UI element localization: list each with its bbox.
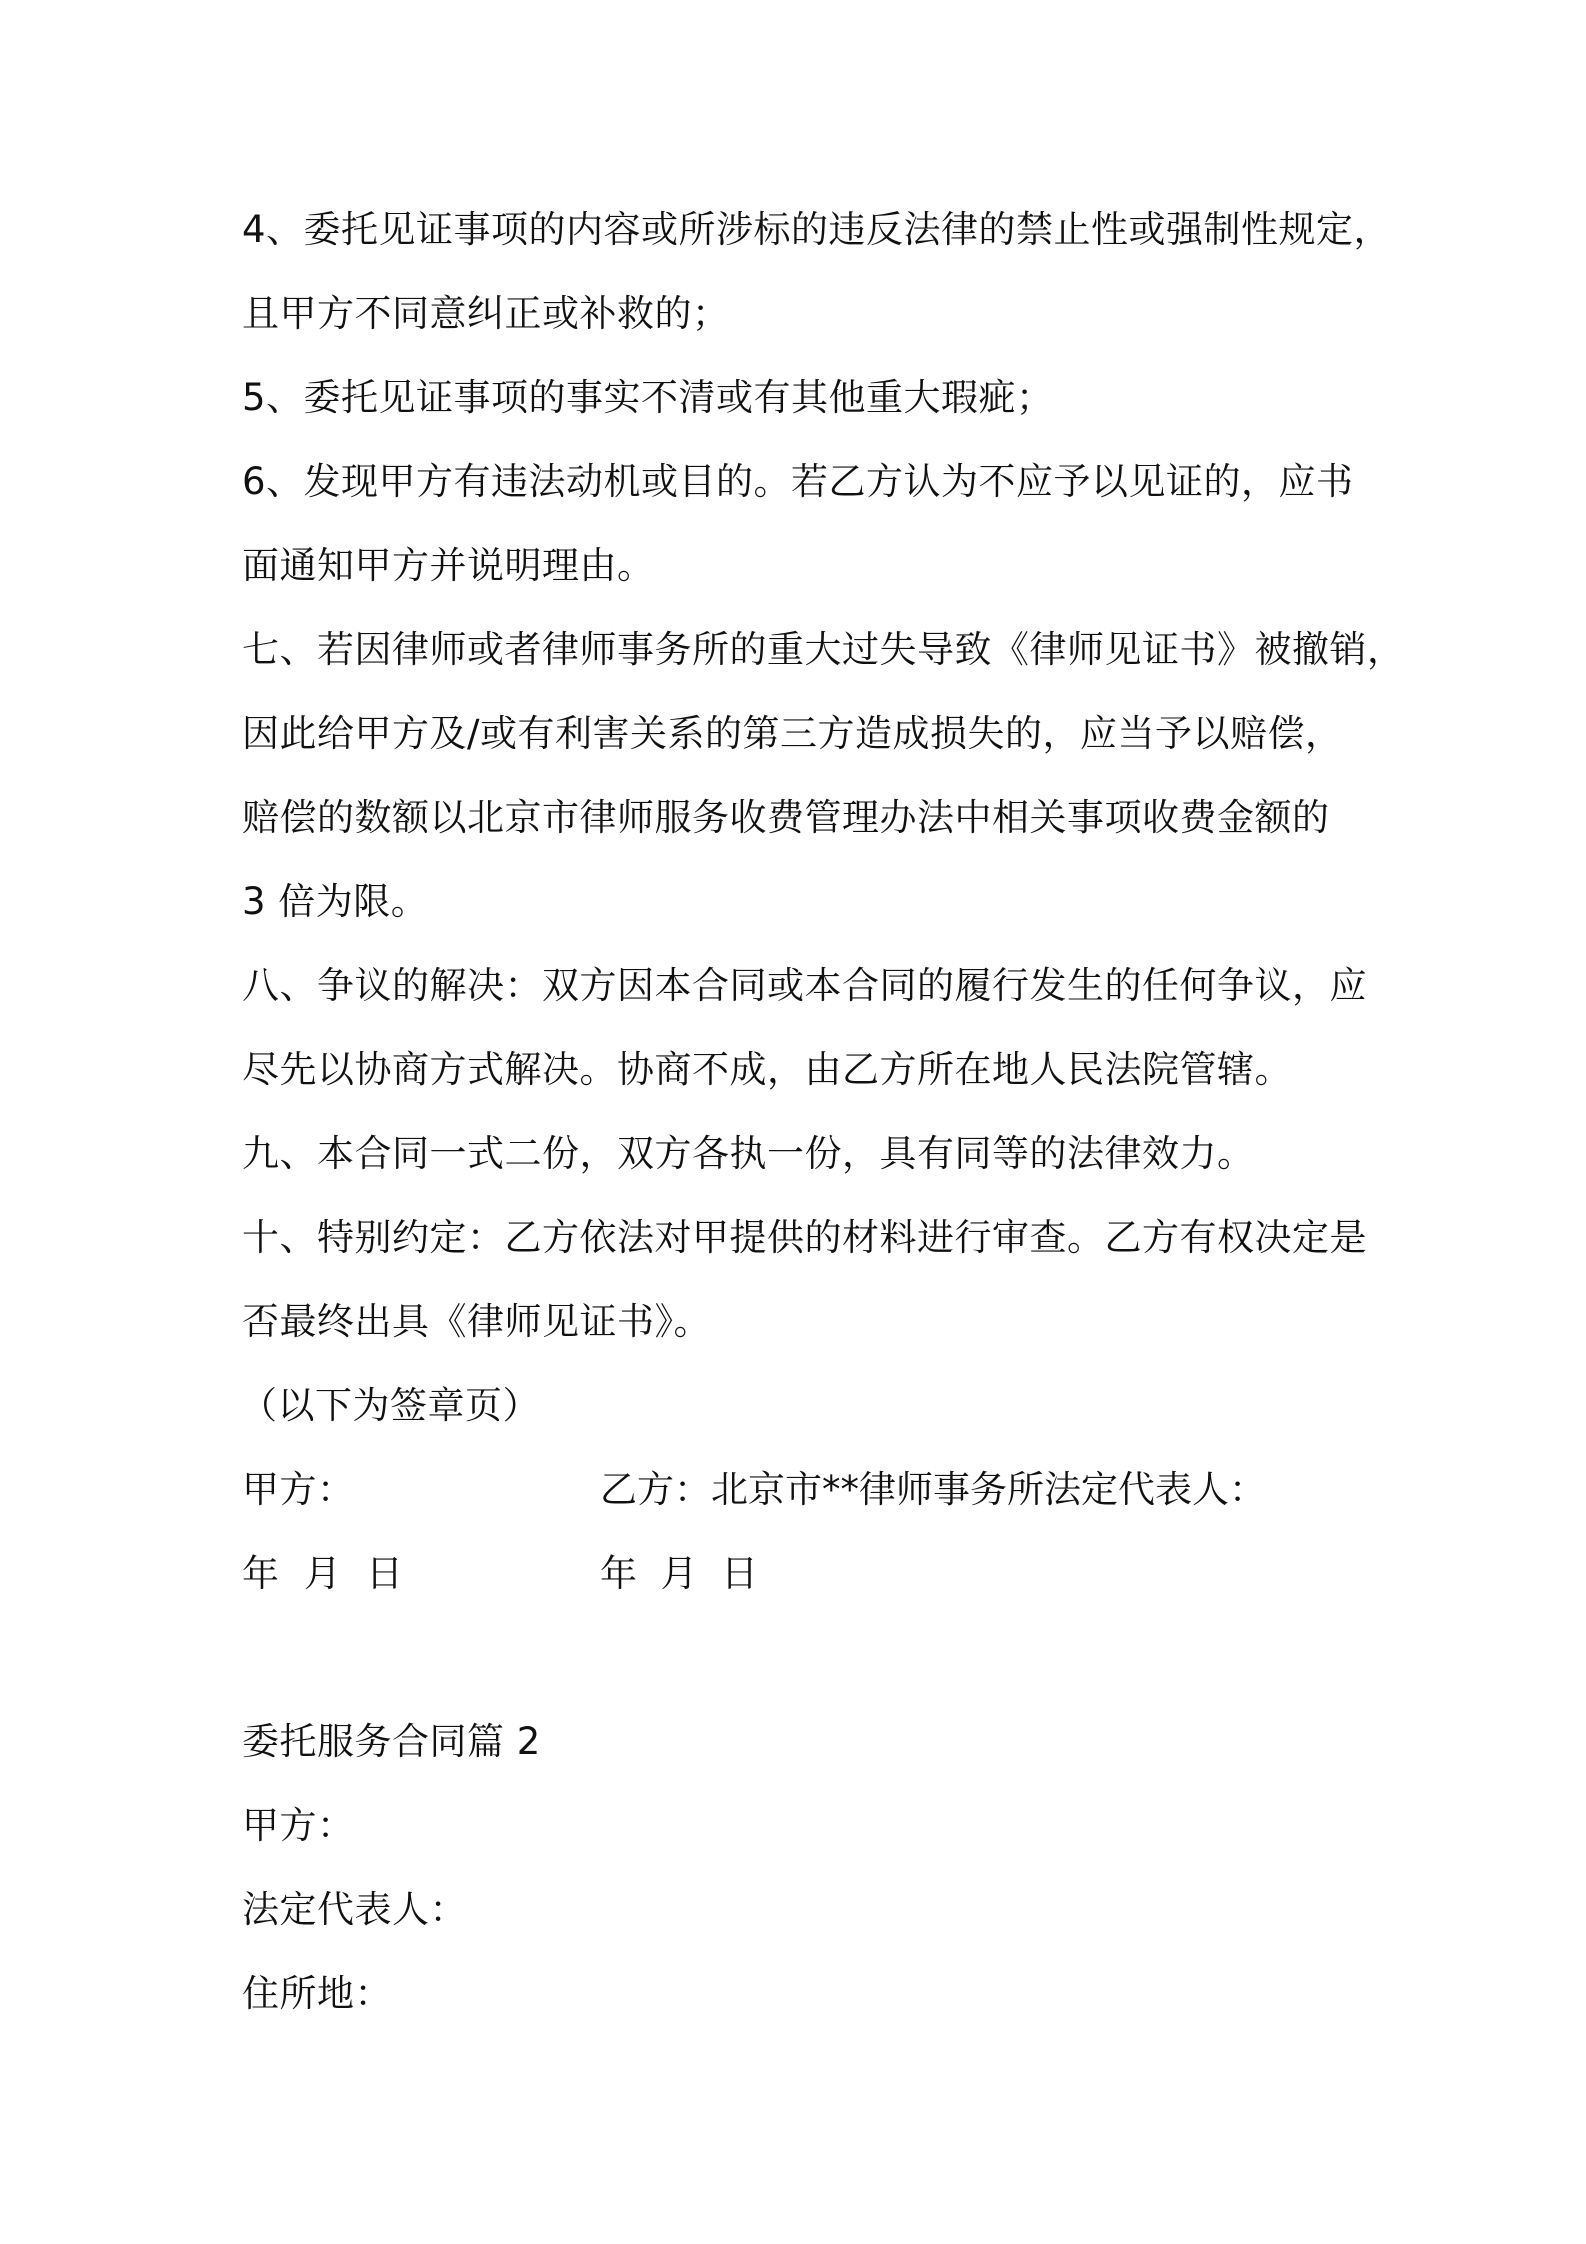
clause-line: 否最终出具《律师见证书》。 bbox=[242, 1300, 711, 1343]
signature-page-note: （以下为签章页） bbox=[240, 1384, 540, 1427]
section-address: 住所地： bbox=[242, 1972, 392, 2015]
clause-line: 赔偿的数额以北京市律师服务收费管理办法中相关事项收费金额的 bbox=[242, 796, 1330, 839]
clause-line: 因此给甲方及/或有利害关系的第三方造成损失的，应当予以赔偿， bbox=[242, 712, 1343, 755]
clause-line: 4、委托见证事项的内容或所涉标的违反法律的禁止性或强制性规定， bbox=[242, 208, 1392, 251]
clause-line: 面通知甲方并说明理由。 bbox=[242, 544, 655, 587]
clause-line: 6、发现甲方有违法动机或目的。若乙方认为不应予以见证的，应书 bbox=[242, 460, 1354, 503]
signature-party-b: 乙方：北京市**律师事务所法定代表人： bbox=[600, 1468, 1266, 1511]
clause-line: 5、委托见证事项的事实不清或有其他重大瑕疵； bbox=[242, 376, 1054, 419]
signature-date-b: 年 月 日 bbox=[600, 1552, 759, 1595]
section-legal-rep: 法定代表人： bbox=[242, 1888, 467, 1931]
clause-line: 八、争议的解决：双方因本合同或本合同的履行发生的任何争议，应 bbox=[242, 964, 1367, 1007]
section-party-a: 甲方： bbox=[242, 1804, 355, 1847]
clause-line: 尽先以协商方式解决。协商不成，由乙方所在地人民法院管辖。 bbox=[242, 1048, 1292, 1091]
signature-date-a: 年 月 日 bbox=[242, 1552, 404, 1595]
clause-line: 3 倍为限。 bbox=[242, 880, 429, 923]
clause-line: 且甲方不同意纠正或补救的； bbox=[242, 292, 730, 335]
clause-line: 七、若因律师或者律师事务所的重大过失导致《律师见证书》被撤销， bbox=[242, 628, 1405, 671]
clause-line: 十、特别约定：乙方依法对甲提供的材料进行审查。乙方有权决定是 bbox=[242, 1216, 1367, 1259]
signature-party-a: 甲方： bbox=[242, 1468, 355, 1511]
section-title: 委托服务合同篇 2 bbox=[242, 1720, 541, 1763]
clause-line: 九、本合同一式二份，双方各执一份，具有同等的法律效力。 bbox=[242, 1132, 1255, 1175]
